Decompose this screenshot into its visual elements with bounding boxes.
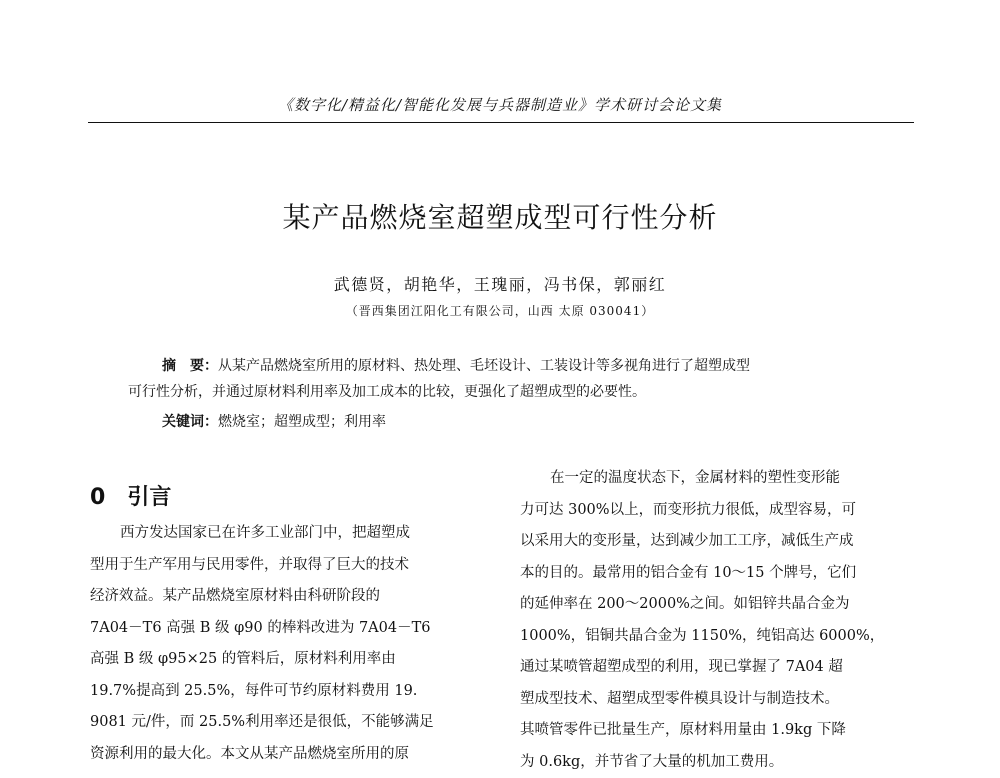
body-line: 高强 B 级 φ95×25 的管料后，原材料利用率由 xyxy=(90,644,434,676)
body-line: 塑成型技术、超塑成型零件模具设计与制造技术。 xyxy=(520,684,884,716)
running-header: 《数字化/精益化/智能化发展与兵器制造业》学术研讨会论文集 xyxy=(0,94,1000,115)
body-line: 型用于生产军用与民用零件，并取得了巨大的技术 xyxy=(90,550,434,582)
body-line: 7A04－T6 高强 B 级 φ90 的棒料改进为 7A04－T6 xyxy=(90,613,434,645)
body-line: 本的目的。最常用的铝合金有 10～15 个牌号，它们 xyxy=(520,558,884,590)
author-list: 武德贤，胡艳华，王瑰丽，冯书保，郭丽红 xyxy=(0,272,1000,295)
body-line: 力可达 300%以上，而变形抗力很低，成型容易，可 xyxy=(520,495,884,527)
paper-title: 某产品燃烧室超塑成型可行性分析 xyxy=(0,196,1000,236)
body-line: 西方发达国家已在许多工业部门中，把超塑成 xyxy=(90,518,434,550)
body-line: 19.7%提高到 25.5%，每件可节约原材料费用 19. xyxy=(90,676,434,708)
body-line: 其喷管零件已批量生产，原材料用量由 1.9kg 下降 xyxy=(520,715,884,747)
section-number: 0 xyxy=(90,485,105,510)
section-heading-introduction xyxy=(90,480,171,511)
keywords-label: 关键词： xyxy=(162,414,218,430)
abstract-line-2: 可行性分析，并通过原材料利用率及加工成本的比较，更强化了超塑成型的必要性。 xyxy=(128,379,888,405)
body-line: 的延伸率在 200～2000%之间。如铝锌共晶合金为 xyxy=(520,589,884,621)
section-title: 引言 xyxy=(127,485,171,510)
abstract-label: 摘 要： xyxy=(162,358,218,374)
header-rule xyxy=(88,122,914,123)
abstract-text-1: 从某产品燃烧室所用的原材料、热处理、毛坯设计、工装设计等多视角进行了超塑成型 xyxy=(218,358,750,374)
body-line: 资源利用的最大化。本文从某产品燃烧室所用的原 xyxy=(90,739,434,771)
body-column-left xyxy=(90,518,434,770)
body-line: 9081 元/件，而 25.5%利用率还是很低，不能够满足 xyxy=(90,707,434,739)
body-column-right xyxy=(520,463,884,778)
keywords xyxy=(162,411,386,431)
keywords-text: 燃烧室；超塑成型；利用率 xyxy=(218,414,386,430)
body-line: 在一定的温度状态下，金属材料的塑性变形能 xyxy=(520,463,884,495)
body-line: 经济效益。某产品燃烧室原材料由科研阶段的 xyxy=(90,581,434,613)
affiliation: （晋西集团江阳化工有限公司，山西 太原 030041） xyxy=(0,302,1000,319)
body-line: 以采用大的变形量，达到减少加工工序，减低生产成 xyxy=(520,526,884,558)
abstract xyxy=(128,353,888,405)
body-line: 通过某喷管超塑成型的利用，现已掌握了 7A04 超 xyxy=(520,652,884,684)
body-line: 为 0.6kg，并节省了大量的机加工费用。 xyxy=(520,747,884,778)
body-line: 1000%，铝铜共晶合金为 1150%，纯铝高达 6000%， xyxy=(520,621,884,653)
abstract-line-1 xyxy=(128,353,888,379)
